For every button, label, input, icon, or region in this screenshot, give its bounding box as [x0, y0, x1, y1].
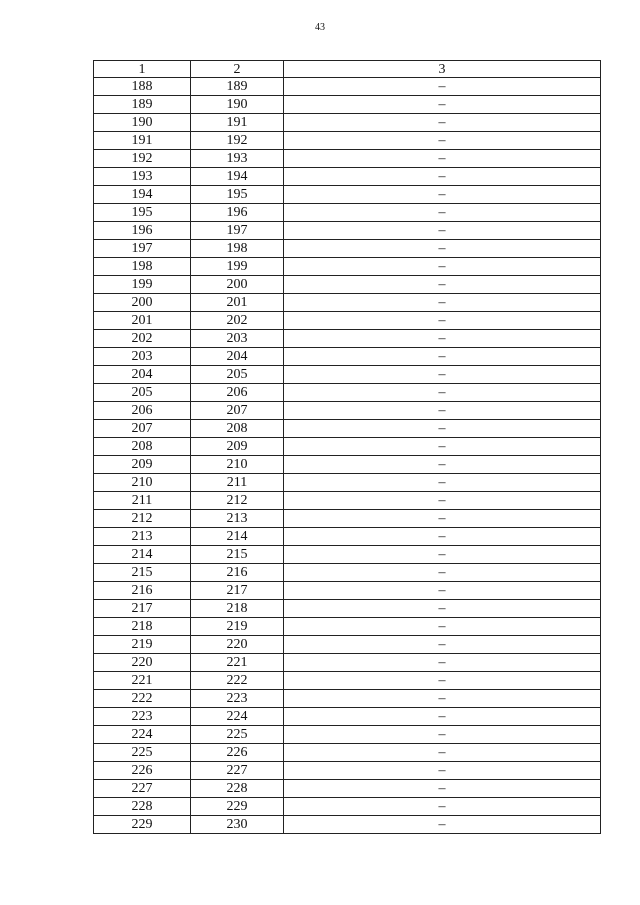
table-cell-col-3: –: [284, 348, 601, 366]
column-header-1: 1: [94, 61, 191, 78]
table-cell-col-1: 197: [94, 240, 191, 258]
table-row: [94, 582, 601, 600]
table-cell-col-2: 213: [191, 510, 284, 528]
table-cell-col-3: –: [284, 330, 601, 348]
table-row: [94, 816, 601, 834]
table-cell-col-1: 208: [94, 438, 191, 456]
table-row: [94, 528, 601, 546]
table-cell-col-3: –: [284, 96, 601, 114]
table-row: [94, 546, 601, 564]
table-cell-col-3: –: [284, 474, 601, 492]
table-cell-col-1: 217: [94, 600, 191, 618]
page-number: 43: [315, 22, 325, 33]
table-cell-col-3: –: [284, 600, 601, 618]
table-cell-col-2: 219: [191, 618, 284, 636]
table-cell-col-1: 198: [94, 258, 191, 276]
table-cell-col-1: 210: [94, 474, 191, 492]
table-row: [94, 654, 601, 672]
table-cell-col-1: 201: [94, 312, 191, 330]
table-cell-col-2: 194: [191, 168, 284, 186]
table-cell-col-2: 212: [191, 492, 284, 510]
table-cell-col-3: –: [284, 564, 601, 582]
table-row: [94, 78, 601, 96]
table-cell-col-1: 193: [94, 168, 191, 186]
table-row: [94, 510, 601, 528]
table-cell-col-1: 207: [94, 420, 191, 438]
table-cell-col-1: 209: [94, 456, 191, 474]
table-cell-col-3: –: [284, 222, 601, 240]
table-row: [94, 312, 601, 330]
table-cell-col-2: 207: [191, 402, 284, 420]
table-row: [94, 708, 601, 726]
column-header-3: 3: [284, 61, 601, 78]
table-row: [94, 402, 601, 420]
table-cell-col-3: –: [284, 654, 601, 672]
table-row: [94, 618, 601, 636]
table-cell-col-2: 224: [191, 708, 284, 726]
table-cell-col-2: 209: [191, 438, 284, 456]
table-cell-col-1: 224: [94, 726, 191, 744]
table-cell-col-3: –: [284, 132, 601, 150]
table-cell-col-3: –: [284, 456, 601, 474]
table-cell-col-2: 220: [191, 636, 284, 654]
table-row: [94, 726, 601, 744]
table-cell-col-1: 211: [94, 492, 191, 510]
table-cell-col-3: –: [284, 258, 601, 276]
table-header-row: [94, 61, 601, 78]
table-cell-col-2: 197: [191, 222, 284, 240]
column-header-2: 2: [191, 61, 284, 78]
table-cell-col-3: –: [284, 690, 601, 708]
data-table: [93, 60, 601, 834]
table-cell-col-3: –: [284, 546, 601, 564]
table-row: [94, 474, 601, 492]
table-cell-col-1: 218: [94, 618, 191, 636]
table-cell-col-2: 199: [191, 258, 284, 276]
table-cell-col-1: 206: [94, 402, 191, 420]
table-cell-col-3: –: [284, 168, 601, 186]
table-cell-col-1: 227: [94, 780, 191, 798]
table-cell-col-2: 223: [191, 690, 284, 708]
data-table-container: [93, 60, 600, 834]
table-row: [94, 114, 601, 132]
table-cell-col-1: 194: [94, 186, 191, 204]
table-cell-col-2: 198: [191, 240, 284, 258]
table-cell-col-2: 190: [191, 96, 284, 114]
table-cell-col-1: 204: [94, 366, 191, 384]
table-cell-col-1: 225: [94, 744, 191, 762]
table-cell-col-2: 204: [191, 348, 284, 366]
table-cell-col-1: 215: [94, 564, 191, 582]
table-row: [94, 96, 601, 114]
table-row: [94, 636, 601, 654]
table-cell-col-1: 192: [94, 150, 191, 168]
table-cell-col-2: 217: [191, 582, 284, 600]
table-cell-col-3: –: [284, 798, 601, 816]
table-cell-col-3: –: [284, 294, 601, 312]
table-cell-col-3: –: [284, 708, 601, 726]
table-cell-col-2: 229: [191, 798, 284, 816]
table-row: [94, 276, 601, 294]
table-cell-col-2: 230: [191, 816, 284, 834]
table-cell-col-3: –: [284, 402, 601, 420]
table-cell-col-2: 196: [191, 204, 284, 222]
table-cell-col-1: 191: [94, 132, 191, 150]
table-row: [94, 744, 601, 762]
table-cell-col-2: 191: [191, 114, 284, 132]
table-cell-col-2: 210: [191, 456, 284, 474]
table-cell-col-1: 205: [94, 384, 191, 402]
table-cell-col-3: –: [284, 438, 601, 456]
table-row: [94, 240, 601, 258]
table-cell-col-1: 189: [94, 96, 191, 114]
table-row: [94, 168, 601, 186]
table-cell-col-1: 219: [94, 636, 191, 654]
table-cell-col-2: 214: [191, 528, 284, 546]
table-row: [94, 420, 601, 438]
table-cell-col-2: 201: [191, 294, 284, 312]
table-row: [94, 330, 601, 348]
table-row: [94, 672, 601, 690]
table-cell-col-2: 200: [191, 276, 284, 294]
table-row: [94, 204, 601, 222]
table-cell-col-1: 223: [94, 708, 191, 726]
table-row: [94, 564, 601, 582]
table-cell-col-3: –: [284, 726, 601, 744]
table-cell-col-2: 208: [191, 420, 284, 438]
table-cell-col-2: 211: [191, 474, 284, 492]
table-cell-col-1: 188: [94, 78, 191, 96]
table-cell-col-1: 203: [94, 348, 191, 366]
table-cell-col-3: –: [284, 816, 601, 834]
table-cell-col-3: –: [284, 492, 601, 510]
table-row: [94, 150, 601, 168]
table-row: [94, 690, 601, 708]
table-row: [94, 780, 601, 798]
table-cell-col-3: –: [284, 744, 601, 762]
table-cell-col-3: –: [284, 582, 601, 600]
table-cell-col-2: 216: [191, 564, 284, 582]
table-cell-col-3: –: [284, 420, 601, 438]
table-cell-col-1: 226: [94, 762, 191, 780]
table-body: [94, 78, 601, 834]
table-row: [94, 798, 601, 816]
table-cell-col-2: 218: [191, 600, 284, 618]
table-cell-col-3: –: [284, 384, 601, 402]
table-row: [94, 132, 601, 150]
table-cell-col-1: 212: [94, 510, 191, 528]
table-cell-col-1: 213: [94, 528, 191, 546]
table-cell-col-3: –: [284, 204, 601, 222]
table-cell-col-2: 226: [191, 744, 284, 762]
table-cell-col-3: –: [284, 528, 601, 546]
table-row: [94, 492, 601, 510]
table-row: [94, 186, 601, 204]
table-cell-col-3: –: [284, 762, 601, 780]
table-row: [94, 456, 601, 474]
table-cell-col-1: 220: [94, 654, 191, 672]
table-cell-col-2: 192: [191, 132, 284, 150]
table-cell-col-3: –: [284, 618, 601, 636]
table-cell-col-1: 216: [94, 582, 191, 600]
table-cell-col-3: –: [284, 366, 601, 384]
table-cell-col-2: 203: [191, 330, 284, 348]
table-cell-col-1: 214: [94, 546, 191, 564]
table-row: [94, 600, 601, 618]
table-cell-col-3: –: [284, 240, 601, 258]
table-row: [94, 294, 601, 312]
table-cell-col-1: 221: [94, 672, 191, 690]
table-cell-col-1: 199: [94, 276, 191, 294]
table-row: [94, 762, 601, 780]
table-row: [94, 366, 601, 384]
table-cell-col-2: 205: [191, 366, 284, 384]
table-row: [94, 258, 601, 276]
table-cell-col-3: –: [284, 312, 601, 330]
table-cell-col-3: –: [284, 780, 601, 798]
table-cell-col-2: 225: [191, 726, 284, 744]
table-cell-col-1: 202: [94, 330, 191, 348]
table-cell-col-2: 206: [191, 384, 284, 402]
table-cell-col-2: 193: [191, 150, 284, 168]
table-cell-col-2: 222: [191, 672, 284, 690]
table-cell-col-2: 228: [191, 780, 284, 798]
table-cell-col-3: –: [284, 636, 601, 654]
table-cell-col-1: 229: [94, 816, 191, 834]
table-cell-col-3: –: [284, 150, 601, 168]
table-cell-col-1: 196: [94, 222, 191, 240]
table-cell-col-1: 200: [94, 294, 191, 312]
table-cell-col-2: 195: [191, 186, 284, 204]
table-row: [94, 438, 601, 456]
table-row: [94, 222, 601, 240]
table-cell-col-3: –: [284, 510, 601, 528]
table-cell-col-2: 215: [191, 546, 284, 564]
table-cell-col-3: –: [284, 114, 601, 132]
table-cell-col-2: 189: [191, 78, 284, 96]
table-cell-col-3: –: [284, 78, 601, 96]
table-row: [94, 384, 601, 402]
table-cell-col-2: 227: [191, 762, 284, 780]
table-cell-col-1: 228: [94, 798, 191, 816]
table-cell-col-1: 222: [94, 690, 191, 708]
table-cell-col-2: 221: [191, 654, 284, 672]
table-cell-col-1: 195: [94, 204, 191, 222]
table-cell-col-3: –: [284, 186, 601, 204]
table-cell-col-3: –: [284, 672, 601, 690]
table-cell-col-1: 190: [94, 114, 191, 132]
table-cell-col-2: 202: [191, 312, 284, 330]
table-row: [94, 348, 601, 366]
table-cell-col-3: –: [284, 276, 601, 294]
